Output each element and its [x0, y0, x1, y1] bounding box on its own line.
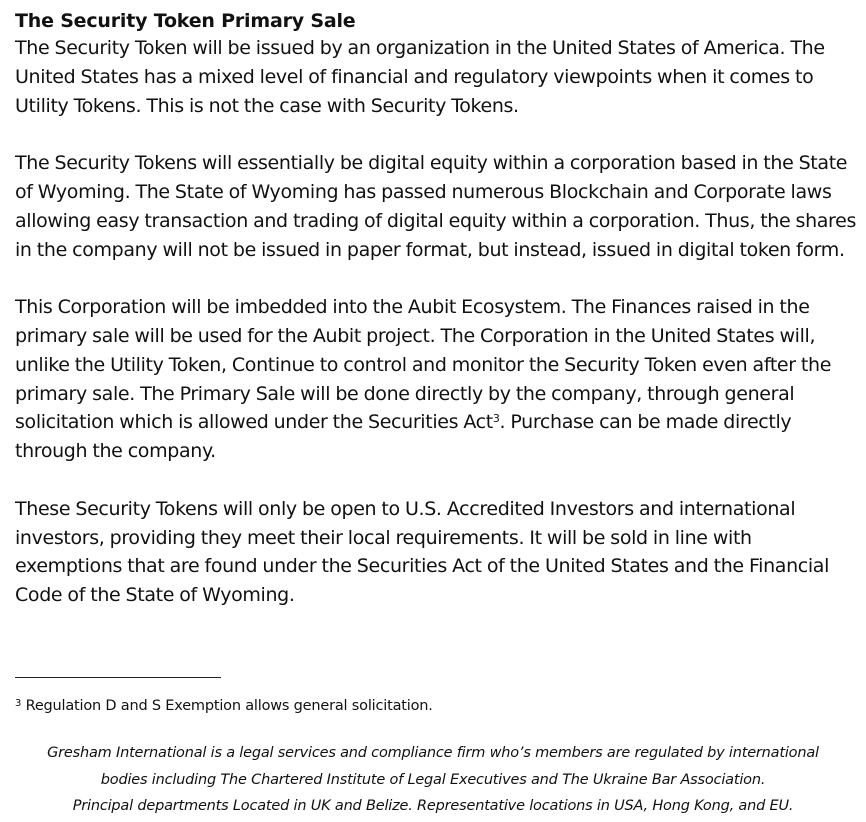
paragraph-issuer: The Security Token will be issued by an organization in the United States of America. The United States has a mixed level of financial and regulatory viewpoints when it comes to Utility Tokens. This is not the case with Security Tokens. [15, 37, 825, 117]
footer-line-2: bodies including The Chartered Institute of Legal Executives and The Ukraine Bar Association. [100, 771, 766, 788]
section-title: The Security Token Primary Sale [15, 10, 356, 32]
footnote [15, 696, 433, 716]
footnote-text: Regulation D and S Exemption allows general solicitation. [25, 698, 433, 714]
paragraph-corporation [15, 293, 861, 466]
footnote-divider [15, 677, 221, 678]
footer-line-1: Gresham International is a legal services and compliance firm who’s members are regulated by international [47, 745, 819, 761]
document-body [15, 8, 861, 639]
paragraph-digital-equity: The Security Tokens will essentially be digital equity within a corporation based in the State of Wyoming. The State of Wyoming has passed numerous Blockchain and Corporate laws allowing easy transaction and trading of digital equity within a corporation. Thus, the shares in the company will not be issued in paper format, but instead, issued in digital token form. [15, 152, 856, 261]
paragraph-corporation-text-end: . Purchase can be made directly through the company. [15, 411, 792, 463]
page-footer [0, 740, 866, 820]
paragraph-corporation-text: This Corporation will be imbedded into the Aubit Ecosystem. The Finances raised in the primary sale will be used for the Aubit project. The Corporation in the United States will, unlike the Utility Token, Continue to control and monitor the Security Token even after the primary sale. The Primary Sale will be done directly by the company, through general solicitation which is allowed under the Securities Act [15, 296, 832, 434]
footnote-number: 3 [15, 698, 22, 709]
footnote-reference: 3 [492, 412, 500, 426]
footer-line-3: Principal departments Located in UK and Belize. Representative locations in USA, Hong Kong, and EU. [72, 798, 794, 814]
paragraph-investors: These Security Tokens will only be open to U.S. Accredited Investors and international investors, providing they meet their local requirements. It will be sold in line with exemptions that are found under the Securities Act of the United States and the Financial Code of the State of Wyoming. [15, 497, 830, 607]
